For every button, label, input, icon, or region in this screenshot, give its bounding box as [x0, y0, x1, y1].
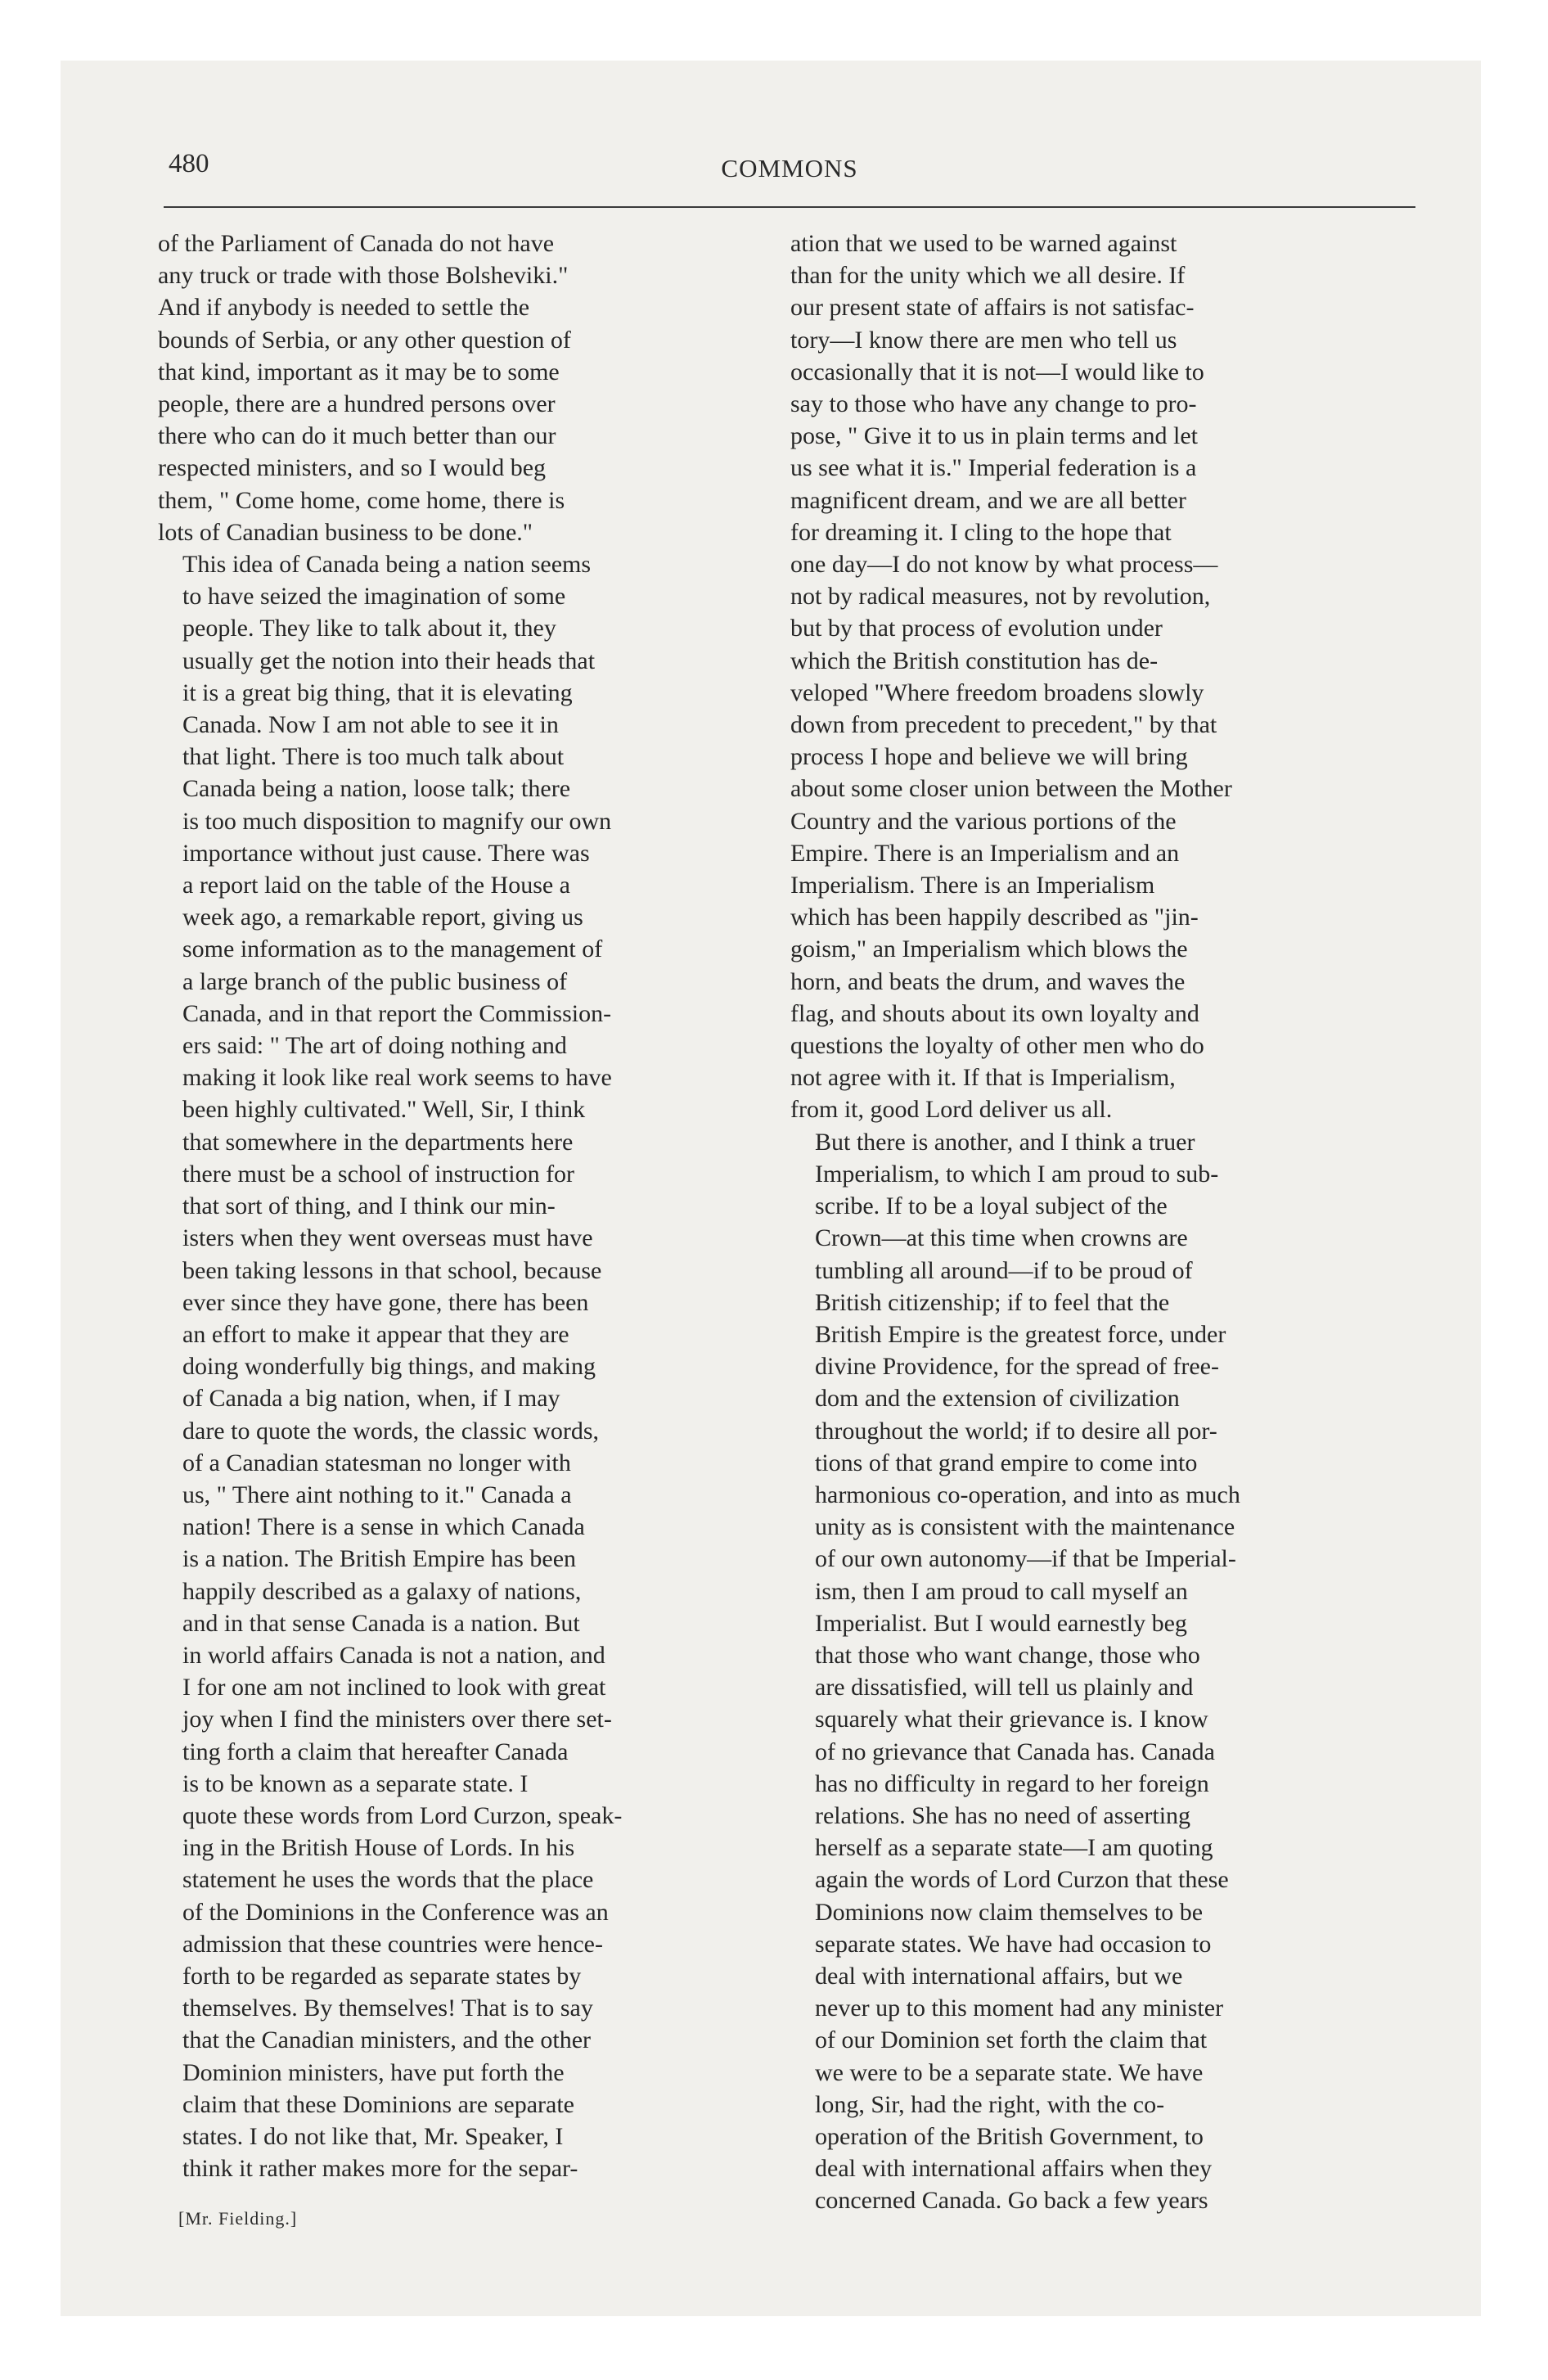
text-line: Canada. Now I am not able to see it in: [182, 711, 559, 739]
right-column-paragraph: [790, 1126, 1411, 2217]
text-line: been taking lessons in that school, because: [182, 1256, 602, 1284]
text-line: again the words of Lord Curzon that these: [815, 1866, 1229, 1894]
text-line: operation of the British Government, to: [815, 2122, 1204, 2150]
text-line: goism," an Imperialism which blows the: [790, 935, 1188, 963]
text-line: British citizenship; if to feel that the: [815, 1288, 1170, 1316]
text-line: horn, and beats the drum, and waves the: [790, 967, 1186, 995]
text-line: concerned Canada. Go back a few years: [815, 2187, 1208, 2215]
text-line: nation! There is a sense in which Canada: [182, 1513, 585, 1541]
text-line: some information as to the management of: [182, 935, 603, 963]
page-number: 480: [169, 149, 209, 178]
text-line: veloped "Where freedom broadens slowly: [790, 678, 1204, 706]
text-line: any truck or trade with those Bolsheviki.": [158, 262, 569, 290]
left-column: [158, 228, 760, 2184]
text-line: magnificent dream, and we are all better: [790, 486, 1186, 514]
text-line: doing wonderfully big things, and making: [182, 1353, 596, 1381]
text-line: Imperialist. But I would earnestly beg: [815, 1609, 1187, 1637]
text-line: claim that these Dominions are separate: [182, 2090, 574, 2118]
text-line: has no difficulty in regard to her foreign: [815, 1769, 1209, 1797]
text-line: separate states. We have had occasion to: [815, 1930, 1212, 1958]
text-line: pose, " Give it to us in plain terms and let: [790, 422, 1199, 450]
text-line: lots of Canadian business to be done.": [158, 518, 533, 546]
right-column: [790, 228, 1411, 2217]
text-line: them, " Come home, come home, there is: [158, 486, 565, 514]
text-line: that kind, important as it may be to some: [158, 358, 560, 385]
text-line: of a Canadian statesman no longer with: [182, 1449, 571, 1476]
text-line: a report laid on the table of the House a: [182, 872, 570, 899]
text-line: Canada, and in that report the Commission-: [182, 999, 612, 1027]
text-line: importance without just cause. There was: [182, 839, 590, 867]
text-line: people. They like to talk about it, they: [182, 615, 556, 642]
text-line: occasionally that it is not—I would like to: [790, 358, 1204, 385]
text-line: squarely what their grievance is. I know: [815, 1706, 1208, 1733]
text-line: of the Parliament of Canada do not have: [158, 230, 555, 257]
text-line: never up to this moment had any minister: [815, 1995, 1224, 2022]
text-line: not agree with it. If that is Imperialism,: [790, 1064, 1176, 1092]
text-line: states. I do not like that, Mr. Speaker, I: [182, 2122, 564, 2150]
text-line: But there is another, and I think a truer: [815, 1128, 1195, 1156]
text-line: but by that process of evolution under: [790, 615, 1163, 642]
text-line: been highly cultivated." Well, Sir, I think: [182, 1096, 586, 1124]
text-line: tions of that grand empire to come into: [815, 1449, 1198, 1476]
text-line: us see what it is." Imperial federation is a: [790, 454, 1197, 482]
text-line: and in that sense Canada is a nation. But: [182, 1609, 580, 1637]
text-line: about some closer union between the Mother: [790, 775, 1232, 803]
text-line: questions the loyalty of other men who do: [790, 1032, 1204, 1060]
text-line: that light. There is too much talk about: [182, 743, 565, 771]
text-line: bounds of Serbia, or any other question of: [158, 326, 571, 354]
text-line: forth to be regarded as separate states by: [182, 1962, 582, 1990]
text-line: are dissatisfied, will tell us plainly and: [815, 1674, 1194, 1702]
text-line: Dominions now claim themselves to be: [815, 1898, 1204, 1926]
text-line: quote these words from Lord Curzon, speak-: [182, 1801, 623, 1829]
text-line: us, " There aint nothing to it." Canada a: [182, 1481, 572, 1508]
text-line: happily described as a galaxy of nations,: [182, 1577, 582, 1605]
text-line: there must be a school of instruction for: [182, 1160, 575, 1188]
running-head: [164, 146, 1415, 195]
speaker-note: [Mr. Fielding.]: [178, 2208, 298, 2229]
text-line: Crown—at this time when crowns are: [815, 1224, 1188, 1252]
text-line: deal with international affairs, but we: [815, 1962, 1183, 1990]
text-line: flag, and shouts about its own loyalty and: [790, 999, 1199, 1027]
text-line: our present state of affairs is not satisfac-: [790, 294, 1195, 322]
text-line: Dominion ministers, have put forth the: [182, 2058, 565, 2086]
text-line: there who can do it much better than our: [158, 422, 556, 450]
text-line: isters when they went overseas must have: [182, 1224, 593, 1252]
header-rule: [164, 206, 1415, 208]
text-line: harmonious co-operation, and into as much: [815, 1481, 1240, 1508]
text-line: of the Dominions in the Conference was an: [182, 1898, 609, 1926]
text-line: themselves. By themselves! That is to say: [182, 1995, 593, 2022]
text-line: from it, good Lord deliver us all.: [790, 1096, 1113, 1124]
text-line: that sort of thing, and I think our min-: [182, 1192, 556, 1220]
text-line: which has been happily described as "jin-: [790, 904, 1199, 931]
text-line: And if anybody is needed to settle the: [158, 294, 530, 322]
text-line: admission that these countries were hence-: [182, 1930, 603, 1958]
text-line: ers said: " The art of doing nothing and: [182, 1032, 567, 1060]
text-line: I for one am not inclined to look with great: [182, 1674, 606, 1702]
left-column-paragraph: [158, 548, 760, 2184]
text-line: ting forth a claim that hereafter Canada: [182, 1738, 569, 1765]
text-line: joy when I find the ministers over there set-: [182, 1706, 612, 1733]
text-line: it is a great big thing, that it is elevating: [182, 678, 573, 706]
text-line: down from precedent to precedent," by that: [790, 711, 1217, 739]
text-line: tory—I know there are men who tell us: [790, 326, 1177, 354]
text-line: is a nation. The British Empire has been: [182, 1545, 577, 1573]
text-line: Imperialism. There is an Imperialism: [790, 872, 1155, 899]
text-line: British Empire is the greatest force, under: [815, 1320, 1226, 1348]
text-line: long, Sir, had the right, with the co-: [815, 2090, 1165, 2118]
text-line: a large branch of the public business of: [182, 967, 568, 995]
text-line: respected ministers, and so I would beg: [158, 454, 547, 482]
text-line: making it look like real work seems to have: [182, 1064, 612, 1092]
text-line: to have seized the imagination of some: [182, 583, 566, 611]
text-line: Canada being a nation, loose talk; there: [182, 775, 571, 803]
text-line: is too much disposition to magnify our own: [182, 807, 612, 835]
text-line: say to those who have any change to pro-: [790, 390, 1197, 418]
text-line: Empire. There is an Imperialism and an: [790, 839, 1180, 867]
text-line: of our own autonomy—if that be Imperial-: [815, 1545, 1236, 1573]
text-line: not by radical measures, not by revolution,: [790, 583, 1211, 611]
text-line: ism, then I am proud to call myself an: [815, 1577, 1188, 1605]
text-line: of our Dominion set forth the claim that: [815, 2026, 1208, 2054]
text-line: in world affairs Canada is not a nation, and: [182, 1641, 605, 1669]
text-line: Country and the various portions of the: [790, 807, 1177, 835]
text-line: herself as a separate state—I am quoting: [815, 1834, 1213, 1862]
text-line: is to be known as a separate state. I: [182, 1769, 529, 1797]
text-line: ing in the British House of Lords. In his: [182, 1834, 575, 1862]
text-line: process I hope and believe we will bring: [790, 743, 1188, 771]
text-line: This idea of Canada being a nation seems: [182, 551, 592, 579]
text-line: deal with international affairs when they: [815, 2155, 1213, 2183]
running-title: COMMONS: [721, 154, 858, 183]
text-line: one day—I do not know by what process—: [790, 551, 1218, 579]
text-line: an effort to make it appear that they are: [182, 1320, 569, 1348]
text-line: of Canada a big nation, when, if I may: [182, 1385, 560, 1413]
text-line: for dreaming it. I cling to the hope that: [790, 518, 1172, 546]
text-line: that those who want change, those who: [815, 1641, 1200, 1669]
text-line: ation that we used to be warned against: [790, 230, 1177, 257]
text-line: that somewhere in the departments here: [182, 1128, 574, 1156]
text-line: divine Providence, for the spread of free-: [815, 1353, 1219, 1381]
text-line: that the Canadian ministers, and the other: [182, 2026, 592, 2054]
text-line: scribe. If to be a loyal subject of the: [815, 1192, 1168, 1220]
text-line: people, there are a hundred persons over: [158, 390, 556, 418]
text-line: we were to be a separate state. We have: [815, 2058, 1204, 2086]
left-column-paragraph: [158, 228, 760, 548]
text-line: week ago, a remarkable report, giving us: [182, 904, 583, 931]
text-line: statement he uses the words that the place: [182, 1866, 594, 1894]
text-line: tumbling all around—if to be proud of: [815, 1256, 1193, 1284]
text-line: ever since they have gone, there has been: [182, 1288, 589, 1316]
right-column-paragraph: [790, 228, 1411, 1126]
text-line: relations. She has no need of asserting: [815, 1801, 1191, 1829]
text-line: unity as is consistent with the maintenance: [815, 1513, 1235, 1541]
text-line: throughout the world; if to desire all por-: [815, 1417, 1217, 1445]
text-line: than for the unity which we all desire. If: [790, 262, 1186, 290]
text-line: which the British constitution has de-: [790, 647, 1159, 674]
text-line: usually get the notion into their heads that: [182, 647, 596, 674]
text-line: dare to quote the words, the classic words,: [182, 1417, 600, 1445]
text-line: think it rather makes more for the separ-: [182, 2155, 578, 2183]
text-line: Imperialism, to which I am proud to sub-: [815, 1160, 1219, 1188]
text-line: of no grievance that Canada has. Canada: [815, 1738, 1215, 1765]
text-line: dom and the extension of civilization: [815, 1385, 1180, 1413]
